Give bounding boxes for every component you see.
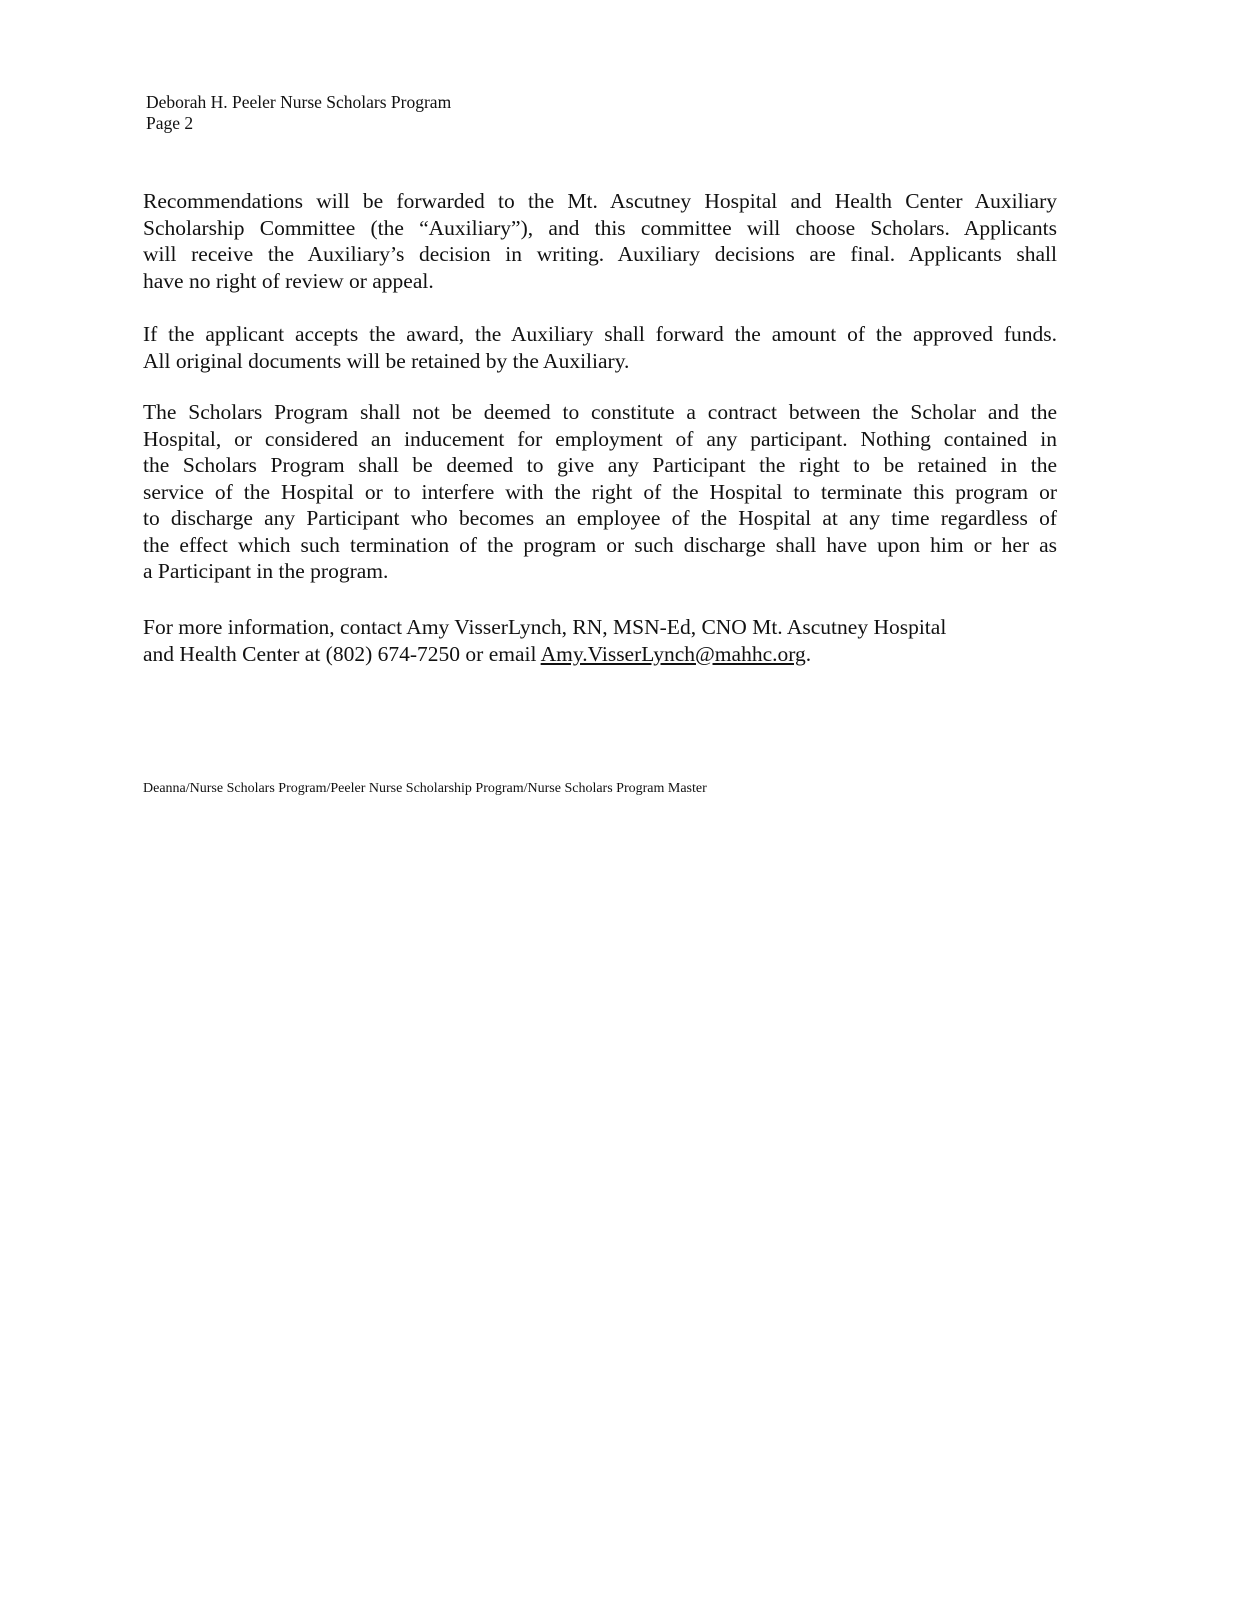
header-title: Deborah H. Peeler Nurse Scholars Program xyxy=(146,92,452,112)
text-line: will receive the Auxiliary’s decision in writing. Auxiliary decisions are final. Applicants shall xyxy=(143,242,1057,266)
text-line: Recommendations will be forwarded to the Mt. Ascutney Hospital and Health Center Auxiliary xyxy=(143,189,1057,213)
text-line: the Scholars Program shall be deemed to give any Participant the right to be retained in the xyxy=(143,453,1057,477)
text-line: The Scholars Program shall not be deemed to constitute a contract between the Scholar and the xyxy=(143,400,1057,424)
document-header xyxy=(146,92,451,134)
text-line: If the applicant accepts the award, the Auxiliary shall forward the amount of the approved funds. xyxy=(143,322,1057,346)
text-line: service of the Hospital or to interfere with the right of the Hospital to terminate this program or xyxy=(143,479,1057,504)
text-line: All original documents will be retained by the Auxiliary. xyxy=(143,348,630,373)
page-number: Page 2 xyxy=(146,113,194,133)
text-line xyxy=(143,641,1057,668)
paragraph-contract xyxy=(143,399,1057,585)
text-line: Hospital, or considered an inducement for employment of any participant. Nothing contained in xyxy=(143,426,1057,451)
text-line: to discharge any Participant who becomes an employee of the Hospital at any time regardless of xyxy=(143,506,1057,530)
email-link[interactable]: Amy.VisserLynch@mahhc.org xyxy=(540,641,806,666)
period: . xyxy=(805,641,812,666)
footer-file-path: Deanna/Nurse Scholars Program/Peeler Nurse Scholarship Program/Nurse Scholars Program Master xyxy=(143,781,707,796)
text-line: a Participant in the program. xyxy=(143,559,389,583)
text-line: the effect which such termination of the program or such discharge shall have upon him or her as xyxy=(143,532,1057,557)
text-line: Scholarship Committee (the “Auxiliary”), and this committee will choose Scholars. Applicants xyxy=(143,215,1057,240)
paragraph-contact xyxy=(143,614,1057,667)
text-line: have no right of review or appeal. xyxy=(143,268,434,293)
paragraph-recommendations xyxy=(143,188,1057,294)
contact-text: and Health Center at (802) 674-7250 or email xyxy=(143,641,541,666)
paragraph-award xyxy=(143,321,1057,374)
text-line: For more information, contact Amy VisserLynch, RN, MSN-Ed, CNO Mt. Ascutney Hospital xyxy=(143,615,947,639)
